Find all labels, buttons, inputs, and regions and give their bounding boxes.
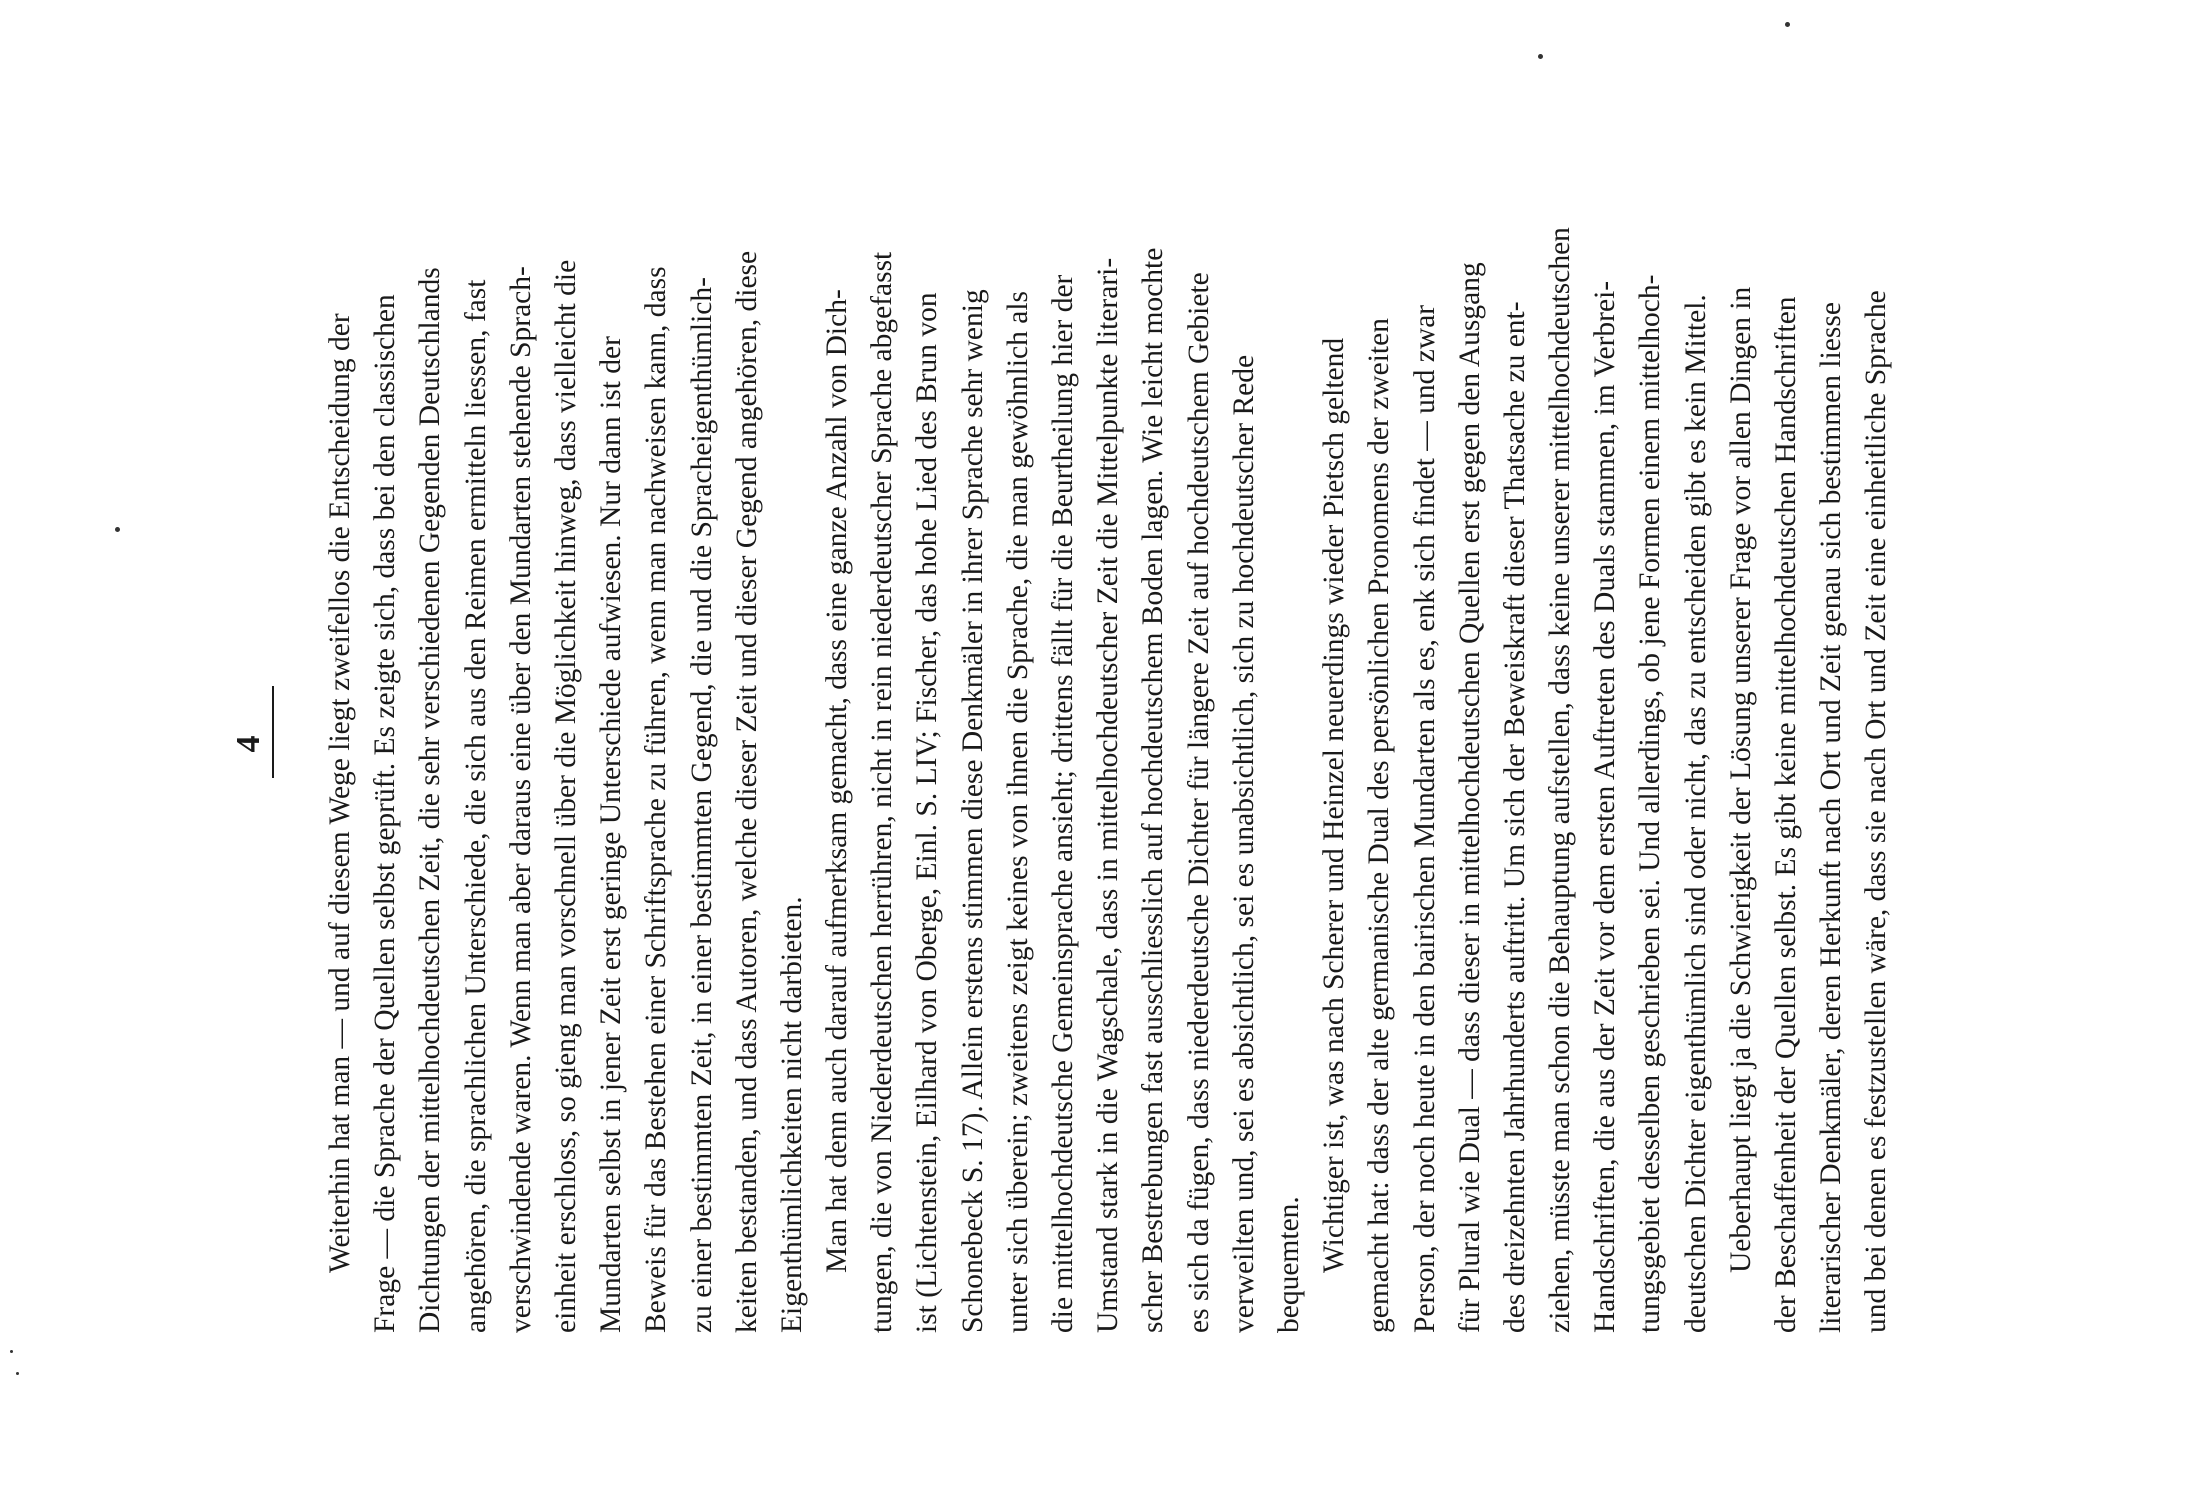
text-line: Schonebeck S. 17). Allein erstens stimmen diese Denkmäler in ihrer Sprache sehr wenig <box>956 289 989 1333</box>
text-line: gemacht hat: dass der alte germanische Dual des persönlichen Pronomens der zweiten <box>1363 318 1396 1333</box>
text-line: angehören, die sprachlichen Unterschiede, die sich aus den Reimen ermitteln liessen, fast <box>459 279 492 1333</box>
text-line: tungsgebiet desselben geschrieben sei. Und allerdings, ob jene Formen einem mittelhoch- <box>1634 274 1667 1333</box>
scan-speck <box>16 1372 19 1375</box>
header-rule <box>272 686 274 778</box>
text-line: und bei denen es festzustellen wäre, dass sie nach Ort und Zeit eine einheitliche Sprache <box>1860 290 1893 1333</box>
text-line: zu einer bestimmten Zeit, in einer bestimmten Gegend, die und die Spracheigenthümlich- <box>685 277 718 1333</box>
text-line: Eigenthümlichkeiten nicht darbieten. <box>775 896 808 1333</box>
text-line: für Plural wie Dual — dass dieser in mittelhochdeutschen Quellen erst gegen den Ausgang <box>1453 262 1486 1333</box>
scan-speck <box>10 1350 13 1353</box>
text-line: Beweis für das Bestehen einer Schriftsprache zu führen, wenn man nachweisen kann, dass <box>640 266 673 1333</box>
text-line: literarischer Denkmäler, deren Herkunft nach Ort und Zeit genau sich bestimmen liesse <box>1815 302 1848 1333</box>
text-line: die mittelhochdeutsche Gemeinsprache ansieht; drittens fällt für die Beurtheilung hier der <box>1047 274 1079 1333</box>
text-line: einheit erschloss, so gieng man vorschnell über die Möglichkeit hinweg, dass vielleicht die <box>549 259 582 1333</box>
text-line: ist (Lichtenstein, Eilhard von Oberge, Einl. S. LIV; Fischer, das hohe Lied des Brun von <box>911 292 944 1333</box>
text-line: Dichtungen der mittelhochdeutschen Zeit, die sehr verschiedenen Gegenden Deutschlands <box>414 267 447 1333</box>
text-line: Wichtiger ist, was nach Scherer und Heinzel neuerdings wieder Pietsch geltend <box>1318 337 1351 1273</box>
text-line: der Beschaffenheit der Quellen selbst. Es gibt keine mittelhochdeutschen Handschriften <box>1770 296 1802 1333</box>
text-line: Weiterhin hat man — und auf diesem Wege liegt zweifellos die Entscheidung der <box>324 313 356 1273</box>
text-line: ziehen, müsste man schon die Behauptung aufstellen, dass keine unserer mittelhochdeutschen <box>1544 227 1577 1333</box>
text-line: Handschriften, die aus der Zeit vor dem ersten Auftreten des Duals stammen, im Verbrei- <box>1589 280 1622 1333</box>
text-line: unter sich überein; zweitens zeigt keines von ihnen die Sprache, die man gewöhnlich als <box>1001 290 1034 1333</box>
scan-speck <box>115 527 120 532</box>
body-text <box>318 153 1900 1333</box>
text-line: keiten bestanden, und dass Autoren, welche dieser Zeit und dieser Gegend angehören, diese <box>730 250 763 1333</box>
scan-speck <box>1538 54 1543 59</box>
text-line: Umstand stark in die Wagschale, dass in mittelhochdeutscher Zeit die Mittelpunkte literari- <box>1092 257 1125 1333</box>
text-line: es sich da fügen, dass niederdeutsche Dichter für längere Zeit auf hochdeutschem Gebiete <box>1182 272 1215 1333</box>
page-number: 4 <box>230 735 267 753</box>
text-line: bequemten. <box>1272 1196 1305 1333</box>
text-line: deutschen Dichter eigenthümlich sind oder nicht, das zu entscheiden gibt es kein Mittel. <box>1679 294 1712 1333</box>
text-line: Frage — die Sprache der Quellen selbst geprüft. Es zeigte sich, dass bei den classischen <box>369 294 402 1333</box>
text-line: Man hat denn auch darauf aufmerksam gemacht, dass eine ganze Anzahl von Dich- <box>821 289 854 1273</box>
text-line: Mundarten selbst in jener Zeit erst geringe Unterschiede aufwiesen. Nur dann ist der <box>595 336 628 1333</box>
text-line: scher Bestrebungen fast ausschliesslich auf hochdeutschem Boden lagen. Wie leicht mochte <box>1137 247 1170 1333</box>
text-line: tungen, die von Niederdeutschen herrühren, nicht in rein niederdeutscher Sprache abgefasst <box>866 251 899 1333</box>
text-line: des dreizehnten Jahrhunderts auftritt. Um sich der Beweiskraft dieser Thatsache zu ent- <box>1498 301 1531 1333</box>
text-line: Person, der noch heute in den bairischen Mundarten als es, enk sich findet — und zwar <box>1408 304 1441 1333</box>
text-line: verweilten und, sei es absichtlich, sei es unabsichtlich, sich zu hochdeutscher Rede <box>1227 354 1260 1333</box>
scan-speck <box>1785 22 1790 27</box>
text-line: verschwindende waren. Wenn man aber daraus eine über den Mundarten stehende Sprach- <box>504 266 537 1333</box>
text-line: Ueberhaupt liegt ja die Schwierigkeit der Lösung unserer Frage vor allen Dingen in <box>1724 286 1757 1273</box>
